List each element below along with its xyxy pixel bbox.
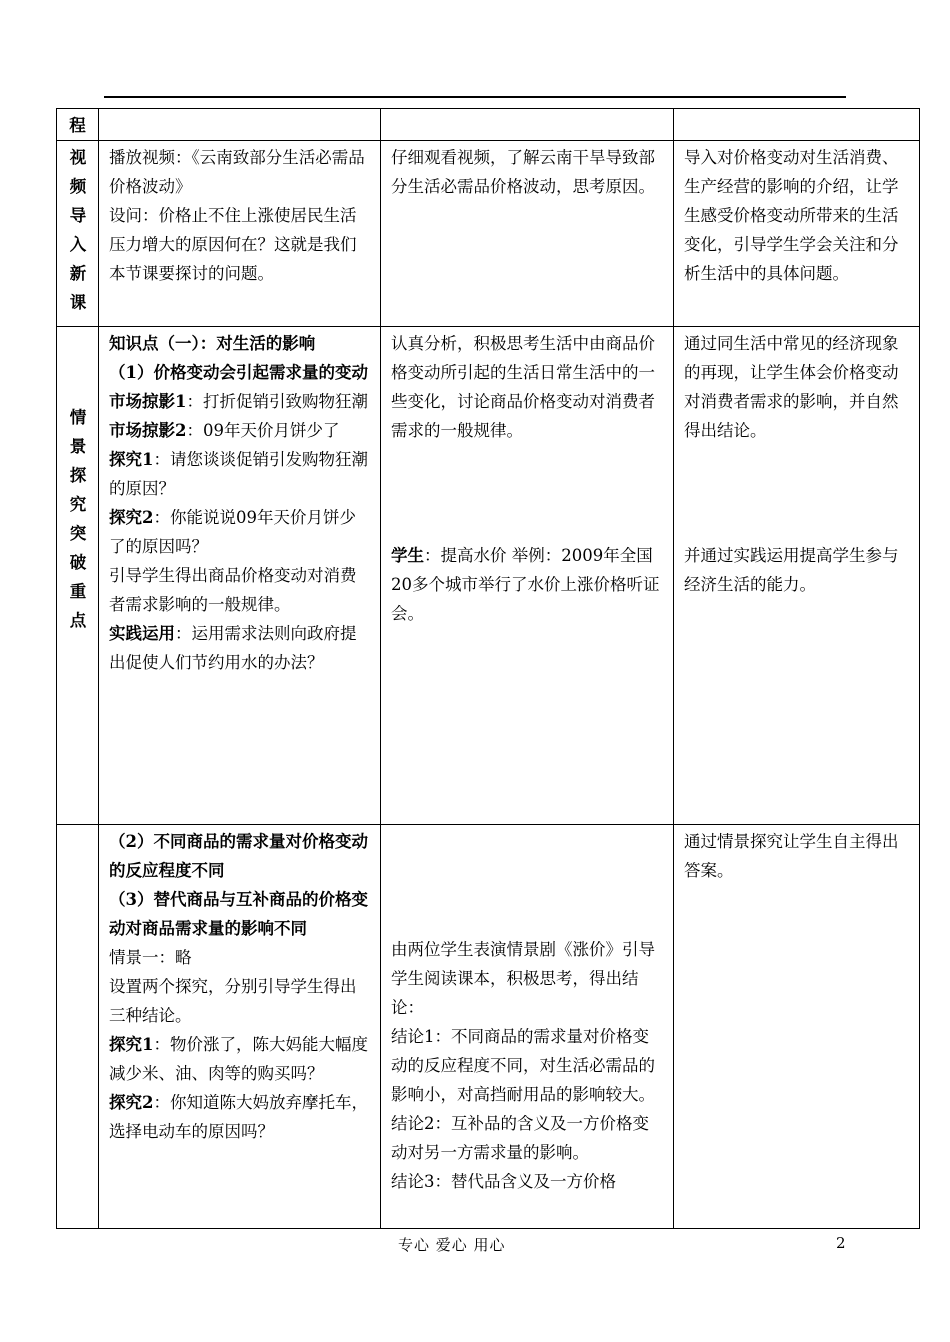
paragraph-text: ：提高水价 举例：2009年全国20多个城市举行了水价上涨价格听证会。	[391, 546, 660, 623]
cell-paragraph	[684, 143, 909, 288]
cell-paragraph	[109, 416, 370, 445]
paragraph-text: ：09年天价月饼少了	[186, 421, 340, 440]
bold-lead: （2）不同商品的需求量对价格变动的反应程度不同	[109, 832, 368, 880]
side-heading-cell	[57, 141, 99, 327]
design-purpose-cell	[674, 327, 920, 825]
side-heading: 视频导入新课	[69, 148, 87, 312]
cell-paragraph	[684, 541, 909, 599]
paragraph-text: 引导学生得出商品价格变动对消费者需求影响的一般规律。	[109, 566, 357, 614]
cell-paragraph	[391, 1109, 663, 1167]
bold-lead: （1）价格变动会引起需求量的变动	[109, 363, 368, 382]
empty-cell	[99, 109, 381, 141]
paragraph-text: 认真分析，积极思考生活中由商品价格变动所引起的生活日常生活中的一些变化，讨论商品价格变动对消费者需求的一般规律。	[391, 334, 655, 440]
bold-lead: 实践运用	[109, 624, 175, 643]
bold-lead: 探究1	[109, 1035, 154, 1054]
cell-paragraph	[109, 561, 370, 619]
bold-lead: 市场掠影2	[109, 421, 187, 440]
footer-motto: 专心 爱心 用心	[398, 1236, 506, 1254]
cell-paragraph	[391, 935, 663, 1022]
paragraph-text: ：请您谈谈促销引发购物狂潮的原因？	[109, 450, 368, 498]
header-rule	[104, 96, 846, 98]
cell-paragraph	[109, 387, 370, 416]
cell-paragraph	[109, 827, 370, 885]
paragraph-text: 设问：价格止不住上涨使居民生活压力增大的原因何在？这就是我们本节课要探讨的问题。	[109, 206, 357, 283]
cell-paragraph	[109, 329, 370, 358]
teacher-activity-cell	[99, 141, 381, 327]
bold-lead: 探究1	[109, 450, 154, 469]
cell-paragraph	[109, 972, 370, 1030]
cell-paragraph	[684, 329, 909, 445]
paragraph-text: 通过同生活中常见的经济现象的再现，让学生体会价格变动对消费者需求的影响，并自然得出结论。	[684, 334, 899, 440]
paragraph-text: 导入对价格变动对生活消费、生产经营的影响的介绍，让学生感受价格变动所带来的生活变化，引导学生学会关注和分析生活中的具体问题。	[684, 148, 899, 283]
bold-lead: 学生	[391, 546, 424, 565]
teacher-activity-cell	[99, 327, 381, 825]
paragraph-text: 设置两个探究，分别引导学生得出三种结论。	[109, 977, 357, 1025]
cell-paragraph	[109, 619, 370, 677]
paragraph-text: 结论3：替代品含义及一方价格	[391, 1172, 616, 1191]
paragraph-text: ：物价涨了，陈大妈能大幅度减少米、油、肉等的购买吗？	[109, 1035, 368, 1083]
cell-paragraph	[391, 143, 663, 201]
side-heading-cell	[57, 825, 99, 1229]
empty-cell	[381, 109, 674, 141]
paragraph-text: 结论2：互补品的含义及一方价格变动对另一方需求量的影响。	[391, 1114, 649, 1162]
stage-label-cell	[57, 109, 99, 141]
bold-lead: 探究2	[109, 1093, 154, 1112]
teacher-activity-cell	[99, 825, 381, 1229]
cell-paragraph	[109, 885, 370, 943]
cell-paragraph	[684, 827, 909, 885]
side-heading: 情景探究突破重点	[69, 408, 87, 630]
table-row-scenario-explore	[57, 327, 920, 825]
student-activity-cell	[381, 825, 674, 1229]
cell-paragraph	[391, 541, 663, 628]
paragraph-text: 仔细观看视频，了解云南干旱导致部分生活必需品价格波动，思考原因。	[391, 148, 655, 196]
table-row-scenario-continued	[57, 825, 920, 1229]
paragraph-text: ：你能说说09年天价月饼少了的原因吗？	[109, 508, 356, 556]
cell-paragraph	[109, 503, 370, 561]
paragraph-text: ：打折促销引致购物狂潮	[186, 392, 368, 411]
stage-label: 程	[69, 116, 86, 135]
bold-lead: 探究2	[109, 508, 154, 527]
table-row-video-intro	[57, 141, 920, 327]
cell-paragraph	[391, 1022, 663, 1109]
bold-lead: 市场掠影1	[109, 392, 187, 411]
design-purpose-cell	[674, 141, 920, 327]
cell-paragraph	[109, 1030, 370, 1088]
empty-cell	[674, 109, 920, 141]
paragraph-text: 并通过实践运用提高学生参与经济生活的能力。	[684, 546, 899, 594]
bold-lead: 知识点（一）：对生活的影响	[109, 334, 316, 353]
cell-paragraph	[391, 1167, 663, 1196]
page-number: 2	[836, 1234, 846, 1252]
cell-paragraph	[109, 143, 370, 201]
cell-paragraph	[109, 1088, 370, 1146]
design-purpose-cell	[674, 825, 920, 1229]
cell-paragraph	[109, 201, 370, 288]
cell-paragraph	[109, 943, 370, 972]
paragraph-text: 播放视频：《云南致部分生活必需品价格波动》	[109, 148, 365, 196]
paragraph-text: ：你知道陈大妈放弃摩托车，选择电动车的原因吗？	[109, 1093, 368, 1141]
paragraph-text: 通过情景探究让学生自主得出答案。	[684, 832, 899, 880]
paragraph-text: 由两位学生表演情景剧《涨价》引导学生阅读课本，积极思考，得出结论：	[391, 940, 655, 1017]
cell-paragraph	[109, 358, 370, 387]
paragraph-text: ：运用需求法则向政府提出促使人们节约用水的办法？	[109, 624, 357, 672]
paragraph-text: 情景一：略	[109, 948, 192, 967]
student-activity-cell	[381, 327, 674, 825]
paragraph-text: 结论1：不同商品的需求量对价格变动的反应程度不同，对生活必需品的影响小，对高挡耐用品的影响较大。	[391, 1027, 655, 1104]
student-activity-cell	[381, 141, 674, 327]
bold-lead: （3）替代商品与互补商品的价格变动对商品需求量的影响不同	[109, 890, 368, 938]
lesson-plan-table	[56, 108, 920, 1229]
cell-paragraph	[391, 329, 663, 445]
side-heading-cell	[57, 327, 99, 825]
cell-paragraph	[109, 445, 370, 503]
table-row-header	[57, 109, 920, 141]
